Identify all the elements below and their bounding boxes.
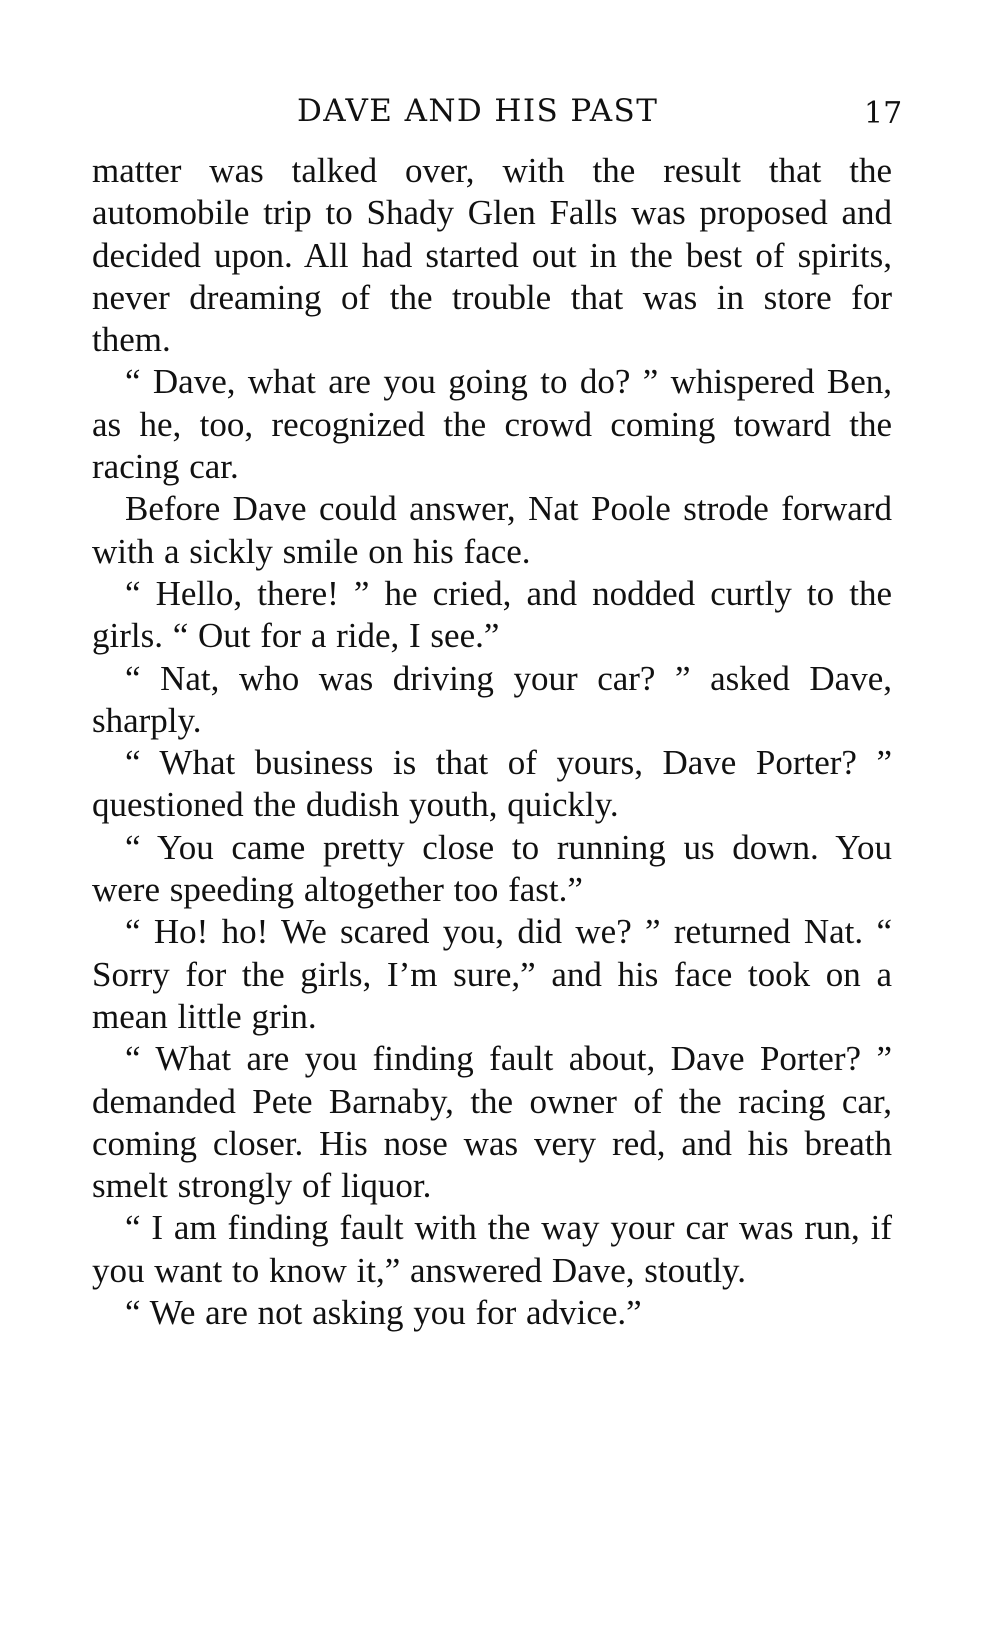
paragraph: “ Ho! ho! We scared you, did we? ” returned Nat. “ Sorry for the girls, I’m sure,” and his face took on a mean little grin.	[92, 912, 892, 1036]
paragraph: “ Dave, what are you going to do? ” whispered Ben, as he, too, recognized the crowd coming toward the racing car.	[92, 362, 892, 487]
paragraph: “ I am finding fault with the way your car was run, if you want to know it,” answered Dave, stoutly.	[92, 1208, 892, 1290]
body-text	[92, 150, 892, 1334]
paragraph: “ Hello, there! ” he cried, and nodded curtly to the girls. “ Out for a ride, I see.”	[92, 573, 892, 656]
paragraph: matter was talked over, with the result that the automobile trip to Shady Glen Falls was proposed and decided upon. All had started out in the best of spirits, never dreaming of the trouble that was in store for them.	[92, 151, 892, 360]
paragraph: “ Nat, who was driving your car? ” asked Dave, sharply.	[92, 658, 892, 740]
paragraph: “ What are you finding fault about, Dave Porter? ” demanded Pete Barnaby, the owner of the racing car, coming closer. His nose was very red, and his breath smelt strongly of liquor.	[92, 1039, 892, 1206]
paragraph: Before Dave could answer, Nat Poole strode forward with a sickly smile on his face.	[92, 489, 892, 571]
paragraph: “ You came pretty close to running us down. You were speeding altogether too fast.”	[92, 827, 892, 910]
page-number: 17	[864, 96, 903, 131]
page-header	[92, 88, 903, 138]
paragraph: “ What business is that of yours, Dave Porter? ” questioned the dudish youth, quickly.	[92, 743, 892, 825]
paragraph: “ We are not asking you for advice.”	[125, 1293, 642, 1333]
running-title: DAVE AND HIS PAST	[297, 93, 659, 129]
